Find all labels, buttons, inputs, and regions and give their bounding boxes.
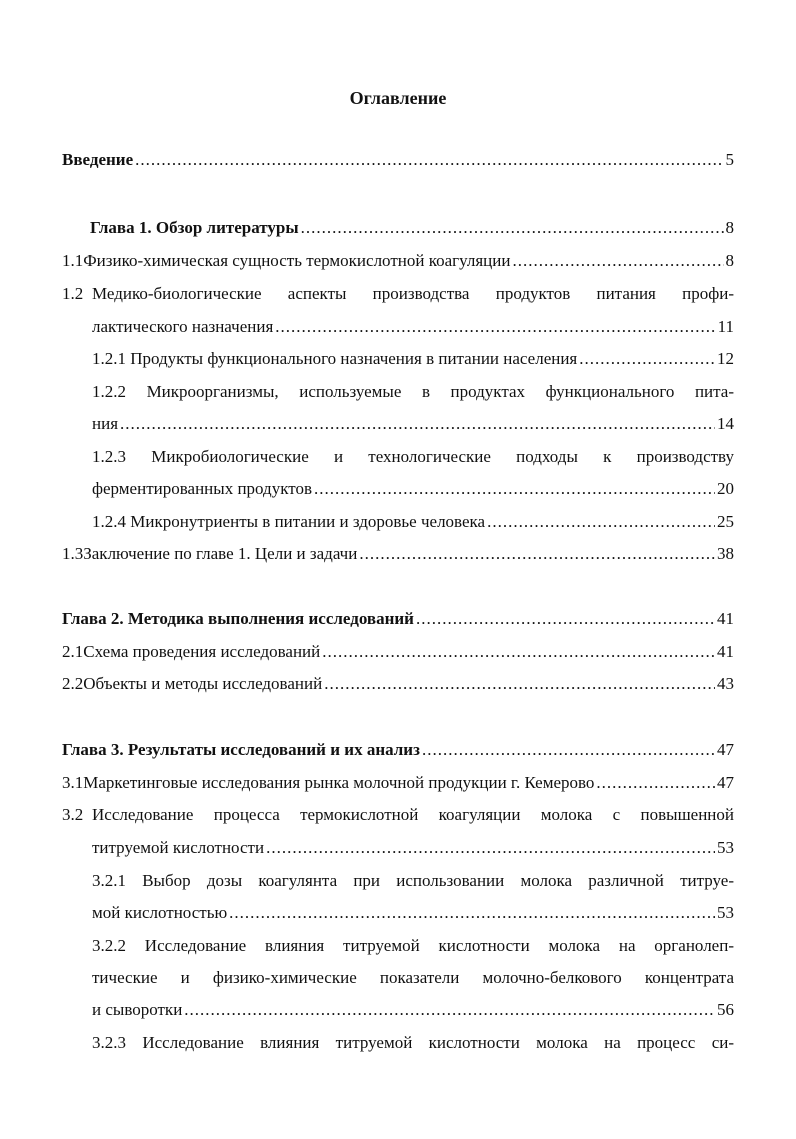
dot-leader	[579, 347, 715, 371]
toc-entry-1-1[interactable]	[62, 249, 734, 273]
toc-label: Маркетинговые исследования рынка молочной продукции г. Кемерово	[83, 773, 595, 792]
toc-page: 41	[717, 609, 734, 628]
toc-label: 1.2.4 Микронутриенты в питании и здоровье человека	[92, 512, 486, 531]
toc-page: 43	[717, 674, 734, 693]
dot-leader	[359, 542, 715, 566]
toc-label-line3: и сыворотки	[92, 1000, 183, 1019]
page-title: Оглавление	[349, 88, 447, 108]
dot-leader	[512, 249, 723, 273]
toc-entry-1-2-4[interactable]	[92, 510, 734, 534]
toc-number: 3.2	[62, 805, 84, 824]
toc-page: 14	[717, 414, 734, 433]
toc-label-line1: Медико-биологические аспекты производства продуктов питания профи-	[92, 284, 734, 303]
toc-entry-3-2-1[interactable]	[92, 869, 734, 893]
toc-label: Глава 1. Обзор литературы	[90, 218, 299, 237]
toc-entry-3-2-2-cont2[interactable]	[92, 998, 734, 1022]
toc-label-line1: 1.2.2 Микроорганизмы, используемые в продуктах функционального пита-	[92, 382, 734, 401]
toc-label-line1: Исследование процесса термокислотной коагуляции молока с повышенной	[92, 805, 734, 824]
toc-label: 1.2.1 Продукты функционального назначения в питании населения	[92, 349, 578, 368]
dot-leader	[275, 315, 715, 339]
toc-label: Глава 3. Результаты исследований и их анализ	[62, 740, 420, 759]
toc-page: 12	[717, 349, 734, 368]
toc-label-line2: лактического назначения	[92, 317, 274, 336]
dot-leader	[135, 148, 723, 172]
dot-leader	[596, 771, 715, 795]
toc-entry-1-2-3[interactable]	[92, 445, 734, 469]
toc-entry-1-2-2[interactable]	[92, 380, 734, 404]
toc-number: 2.2	[62, 674, 84, 693]
toc-entry-3-2-2-cont[interactable]	[92, 966, 734, 990]
dot-leader	[314, 477, 715, 501]
toc-label: Объекты и методы исследований	[83, 674, 323, 693]
toc-page: 8	[725, 218, 734, 237]
toc-entry-1-3[interactable]	[62, 542, 734, 566]
dot-leader	[322, 640, 715, 664]
toc-label: Введение	[62, 150, 134, 169]
dot-leader	[120, 412, 715, 436]
dot-leader	[229, 901, 715, 925]
dot-leader	[416, 607, 715, 631]
toc-entry-1-2-1[interactable]	[92, 347, 734, 371]
toc-entry-3-2-2[interactable]	[92, 934, 734, 958]
toc-label-line1: 3.2.3 Исследование влияния титруемой кислотности молока на процесс си-	[92, 1033, 734, 1052]
toc-page: 53	[717, 838, 734, 857]
toc-page: 5	[725, 150, 734, 169]
toc-label-line2: тические и физико-химические показатели молочно-белкового концентрата	[92, 968, 734, 987]
toc-page: 41	[717, 642, 734, 661]
dot-leader	[301, 216, 724, 240]
dot-leader	[324, 672, 715, 696]
toc-label: Схема проведения исследований	[83, 642, 321, 661]
toc-entry-1-2-cont[interactable]	[92, 315, 734, 339]
toc-number: 3.1	[62, 773, 84, 792]
toc-label: Физико-химическая сущность термокислотной коагуляции	[83, 251, 511, 270]
toc-entry-1-2-3-cont[interactable]	[92, 477, 734, 501]
toc-label-line1: 3.2.1 Выбор дозы коагулянта при использовании молока различной титруе-	[92, 871, 734, 890]
toc-entry-chapter-1[interactable]	[90, 216, 734, 240]
toc-page: 38	[717, 544, 734, 563]
toc-entry-introduction[interactable]	[62, 148, 734, 172]
toc-entry-2-1[interactable]	[62, 640, 734, 664]
toc-label: Глава 2. Методика выполнения исследований	[62, 609, 414, 628]
toc-entry-chapter-2[interactable]	[62, 607, 734, 631]
toc-entry-3-2-1-cont[interactable]	[92, 901, 734, 925]
toc-page: 53	[717, 903, 734, 922]
toc-label: Заключение по главе 1. Цели и задачи	[83, 544, 358, 563]
toc-entry-1-2-2-cont[interactable]	[92, 412, 734, 436]
toc-page: 25	[717, 512, 734, 531]
toc-entry-3-2[interactable]	[62, 803, 734, 827]
toc-page: 56	[717, 1000, 734, 1019]
toc-label-line2: ния	[92, 414, 119, 433]
toc-entry-chapter-3[interactable]	[62, 738, 734, 762]
toc-entry-2-2[interactable]	[62, 672, 734, 696]
toc-entry-3-1[interactable]	[62, 771, 734, 795]
toc-page: 20	[717, 479, 734, 498]
toc-label-line1: 1.2.3 Микробиологические и технологические подходы к производству	[92, 447, 734, 466]
dot-leader	[184, 998, 715, 1022]
toc-number: 2.1	[62, 642, 84, 661]
dot-leader	[266, 836, 715, 860]
toc-label-line1: 3.2.2 Исследование влияния титруемой кислотности молока на органолеп-	[92, 936, 734, 955]
toc-page: 8	[725, 251, 734, 270]
toc-number: 1.2	[62, 284, 84, 303]
dot-leader	[487, 510, 715, 534]
toc-label-line2: мой кислотностью	[92, 903, 228, 922]
toc-label-line2: титруемой кислотности	[92, 838, 265, 857]
toc-page: 47	[717, 740, 734, 759]
toc-page: 47	[717, 773, 734, 792]
toc-page: 11	[717, 317, 734, 336]
toc-number: 1.3	[62, 544, 84, 563]
toc-entry-3-2-cont[interactable]	[92, 836, 734, 860]
dot-leader	[422, 738, 715, 762]
toc-number: 1.1	[62, 251, 84, 270]
toc-entry-1-2[interactable]	[62, 282, 734, 306]
toc-entry-3-2-3[interactable]	[92, 1031, 734, 1055]
toc-label-line2: ферментированных продуктов	[92, 479, 312, 498]
